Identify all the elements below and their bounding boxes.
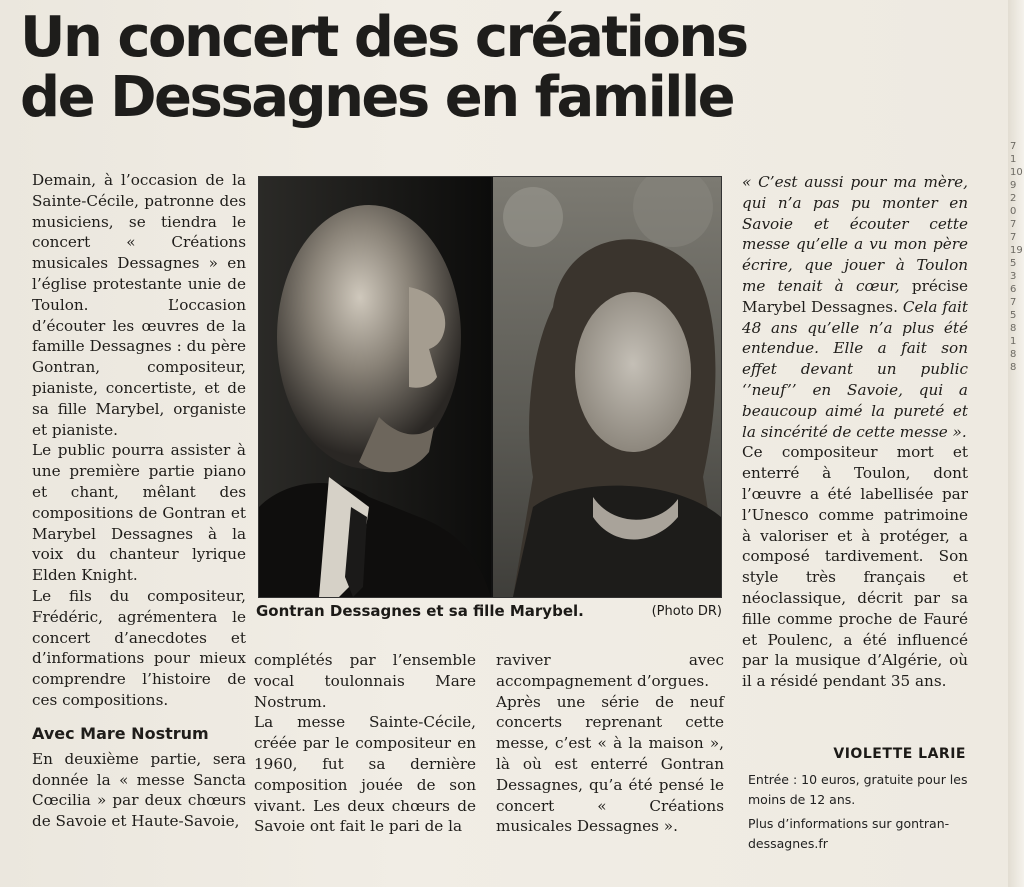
quote-attribution: précise Marybel Dessagnes.: [742, 276, 968, 316]
article-column-2: [254, 650, 476, 837]
paragraph: Ce compositeur mort et enterré à Toulon, dont l’œuvre a été labellisée par l’Unesco comme patrimoine à valoriser et à protéger, a composé tardivement. Son style très français et néoclassique, décrit par sa fille comme proche de Fauré et Poulenc, a été influencé par la musique d’Algérie, où il a résidé pendant 35 ans.: [742, 443, 968, 691]
info-website: Plus d’informations sur gontran-dessagnes.fr: [748, 816, 950, 851]
quote-paragraph: [742, 172, 968, 442]
paragraph: Le public pourra assister à une première partie piano et chant, mêlant des compositions de Gontran et Marybel Dessagnes à la voix du chanteur lyrique Elden Knight.: [32, 441, 246, 585]
paragraph: Demain, à l’occasion de la Sainte-Cécile, patronne des musiciens, se tiendra le concert « Créations musicales Dessagnes » en l’église protestante unie de Toulon. L’occasion d’écouter les œuvres de la famille Dessagnes : du père Gontran, compositeur, pianiste, concertiste, et de sa fille Marybel, organiste et pianiste.: [32, 171, 246, 439]
paragraph: La messe Sainte-Cécile, créée par le compositeur en 1960, fut sa dernière composition jouée de son vivant. Les deux chœurs de Savoie ont fait le pari de la: [254, 713, 476, 836]
photo-caption-row: [256, 602, 722, 624]
article-column-3: [496, 650, 724, 837]
paragraph: En deuxième partie, sera donnée la « messe Sancta Cœcilia » par deux chœurs de Savoie et Haute-Savoie,: [32, 749, 246, 831]
quote-text: « C’est aussi pour ma mère, qui n’a pas pu monter en Savoie et écouter cette messe qu’elle a vu mon père écrire, que jouer à Toulon me tenait à cœur,: [742, 173, 968, 295]
headline-line-2: de Dessagnes en famille: [20, 65, 734, 130]
paragraph: raviver avec accompagnement d’orgues.: [496, 651, 724, 690]
photo-credit: (Photo DR): [651, 604, 722, 619]
practical-info: [748, 770, 988, 858]
photo-caption: Gontran Dessagnes et sa fille Marybel.: [256, 602, 584, 620]
article-column-1: [32, 170, 246, 832]
article-headline: [20, 5, 810, 130]
portrait-woman-illustration: [493, 177, 721, 597]
photo-gontran-dessagnes: [259, 177, 491, 597]
paragraph: complétés par l’ensemble vocal toulonnais Mare Nostrum.: [254, 651, 476, 711]
info-entry-price: Entrée : 10 euros, gratuite pour les moins de 12 ans.: [748, 772, 968, 807]
headline-line-1: Un concert des créations: [20, 5, 747, 70]
adjacent-page-edge: [1008, 0, 1024, 887]
author-byline: VIOLETTE LARIE: [833, 746, 966, 762]
section-subheading: Avec Mare Nostrum: [32, 723, 209, 743]
portrait-man-illustration: [259, 177, 491, 597]
adjacent-page-digits: 7 1 10 9 2 0 7 7 19 5 3 6 7 5 8 1 8 8: [1010, 141, 1023, 373]
photo-marybel-dessagnes: [493, 177, 721, 597]
article-photo: [258, 176, 722, 598]
paragraph: Le fils du compositeur, Frédéric, agrémentera le concert d’anecdotes et d’informations pour mieux comprendre l’histoire de ces compositions.: [32, 586, 246, 709]
article-column-4: [742, 172, 968, 692]
paragraph: Après une série de neuf concerts reprenant cette messe, c’est « à la maison », là où est enterré Gontran Dessagnes, qu’a été pensé le concert « Créations musicales Dessagnes ».: [496, 692, 724, 836]
quote-text-continued: Cela fait 48 ans qu’elle n’a plus été entendue. Elle a fait son effet devant un public ‘’neuf’’ en Savoie, qui a beaucoup aimé la pureté et la sincérité de cette messe ».: [742, 297, 968, 441]
